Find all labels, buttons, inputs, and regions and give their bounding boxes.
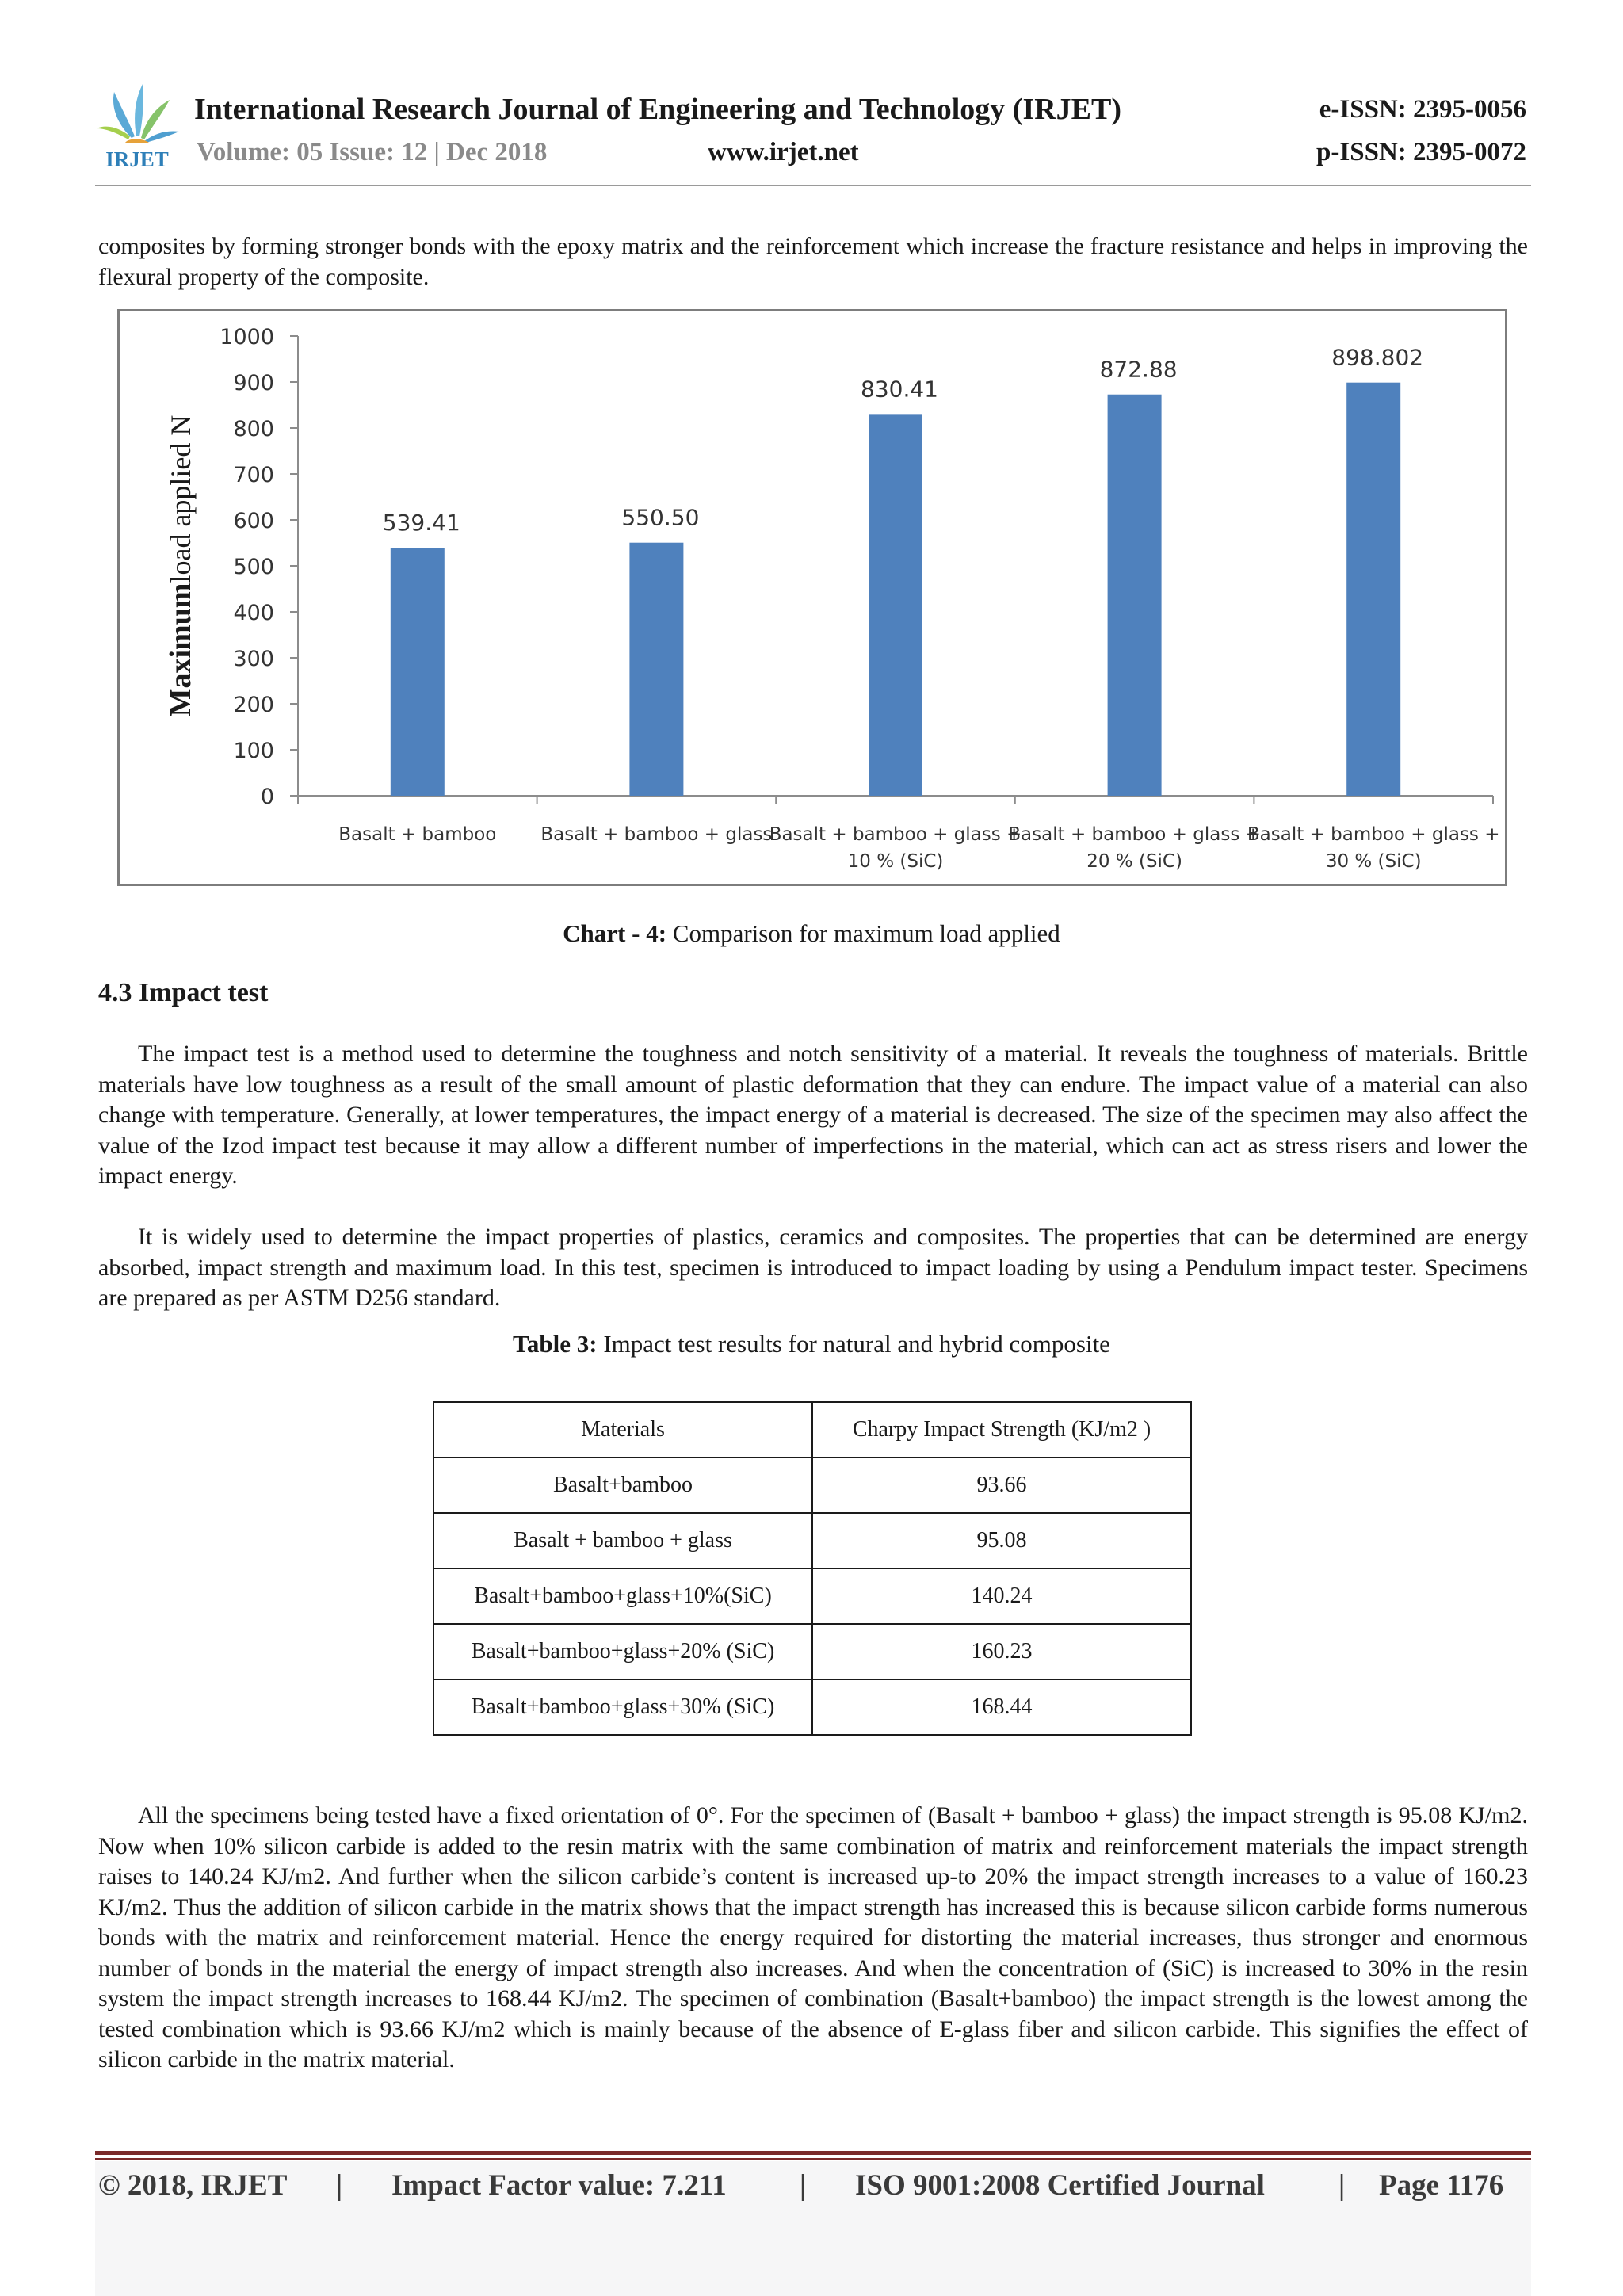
chart-caption-label: Chart - 4:	[563, 919, 667, 947]
table-row	[433, 1679, 1191, 1735]
y-axis-label-rest: load applied N	[165, 415, 197, 583]
x-category-label: 30 % (SiC)	[1325, 851, 1422, 872]
bar-value-label: 872.88	[1099, 356, 1178, 383]
table-cell-strength: 140.24	[812, 1568, 1191, 1624]
table-caption	[0, 1330, 1623, 1358]
table-cell-strength: 168.44	[812, 1679, 1191, 1735]
bar	[869, 414, 922, 796]
impact-paragraph-1: The impact test is a method used to determine the toughness and notch sensitivity of a material. It reveals the toughness of materials. Brittle materials have low toughness as a result of the small amount of plastic deformation that they can endure. The impact value of a material can also change with temperature. Generally, at lower temperatures, the impact energy of a material is decreased. The size of the specimen may also affect the value of the Izod impact test because it may allow a different number of imperfections in the material, which can act as stress risers and lower the impact energy.	[98, 1041, 1528, 1189]
table-cell-material: Basalt + bamboo + glass	[433, 1513, 812, 1568]
impact-paragraph-2: It is widely used to determine the impact properties of plastics, ceramics and composites. The properties that can be determined are energy absorbed, impact strength and maximum load. In this test, specimen is introduced to impact loading by using a Pendulum impact tester. Specimens are prepared as per ASTM D256 standard.	[98, 1224, 1528, 1311]
footer-impact-factor: Impact Factor value: 7.211	[391, 2169, 727, 2202]
logo-wordmark: IRJET	[105, 147, 169, 171]
chart-caption	[0, 919, 1623, 948]
footer-separator: |	[800, 2169, 807, 2202]
bar	[1108, 395, 1162, 796]
x-category-label: Basalt + bamboo + glass +	[1247, 824, 1500, 845]
eissn: e-ISSN: 2395-0056	[1319, 95, 1526, 124]
volume-issue: Volume: 05 Issue: 12 | Dec 2018	[197, 138, 548, 166]
footer-band	[95, 2161, 1531, 2296]
x-category-label: Basalt + bamboo + glass +	[1008, 824, 1261, 845]
intro-paragraph: composites by forming stronger bonds with the epoxy matrix and the reinforcement which increase the fracture resistance and helps in improving the flexural property of the composite.	[98, 233, 1528, 290]
footer-separator: |	[336, 2169, 343, 2202]
table-caption-label: Table 3:	[513, 1330, 598, 1358]
table-cell-strength: 93.66	[812, 1457, 1191, 1513]
x-category-label: 20 % (SiC)	[1086, 851, 1182, 872]
x-category-label: 10 % (SiC)	[847, 851, 944, 872]
footer-iso: ISO 9001:2008 Certified Journal	[855, 2169, 1265, 2202]
impact-results-table	[433, 1401, 1192, 1736]
table-header-impact-strength: Charpy Impact Strength (KJ/m2 )	[812, 1402, 1191, 1457]
footer-rule	[95, 2151, 1531, 2155]
footer-page-number: Page 1176	[1379, 2169, 1504, 2202]
y-tick-label: 100	[233, 739, 274, 763]
max-load-chart	[0, 0, 1623, 904]
table-row	[433, 1624, 1191, 1679]
bar	[629, 543, 683, 796]
bar	[1346, 383, 1400, 796]
impact-paragraph-3: All the specimens being tested have a fixed orientation of 0°. For the specimen of (Basalt + bamboo + glass) the impact strength is 95.08 KJ/m2. Now when 10% silicon carbide is added to the resin matrix with the same combination of matrix and reinforcement materials the impact strength raises to 140.24 KJ/m2. And further when the silicon carbide’s content is increased up-to 20% the impact strength increases to a value of 160.23 KJ/m2. Thus the addition of silicon carbide in the matrix shows that the impact strength has increased this is because silicon carbide forms numerous bonds with the matrix and reinforcement material. Hence the energy required for distorting the material increases, thus stronger and enormous number of bonds in the material the energy of impact strength also increases. And when the concentration of (SiC) is increased to 30% in the resin system the impact strength increases to 168.44 KJ/m2. The specimen of combination (Basalt+bamboo) the impact strength is the lowest among the tested combination which is 93.66 KJ/m2 which is mainly because of the absence of E-glass fiber and silicon carbide. This signifies the effect of silicon carbide in the matrix material.	[98, 1802, 1528, 2073]
bar-value-label: 898.802	[1331, 344, 1424, 371]
y-tick-label: 700	[233, 463, 274, 487]
x-category-label: Basalt + bamboo + glass	[540, 824, 773, 845]
y-tick-label: 300	[233, 647, 274, 671]
footer-rule-thin	[95, 2158, 1531, 2160]
table-cell-strength: 95.08	[812, 1513, 1191, 1568]
y-tick-label: 500	[233, 555, 274, 579]
table-cell-material: Basalt+bamboo+glass+20% (SiC)	[433, 1624, 812, 1679]
table-cell-material: Basalt+bamboo	[433, 1457, 812, 1513]
bar-value-label: 830.41	[861, 376, 938, 403]
y-axis-label-bold: Maximum	[164, 583, 197, 717]
footer-separator: |	[1338, 2169, 1346, 2202]
bar-value-label: 550.50	[621, 504, 700, 531]
table-cell-material: Basalt+bamboo+glass+10%(SiC)	[433, 1568, 812, 1624]
chart-caption-text: Comparison for maximum load applied	[666, 919, 1060, 947]
pissn: p-ISSN: 2395-0072	[1316, 138, 1526, 166]
table-cell-material: Basalt+bamboo+glass+30% (SiC)	[433, 1679, 812, 1735]
y-tick-label: 200	[233, 693, 274, 717]
x-category-label: Basalt + bamboo	[338, 824, 497, 845]
table-header-row	[433, 1402, 1191, 1457]
table-row	[433, 1513, 1191, 1568]
journal-website[interactable]: www.irjet.net	[708, 138, 859, 166]
table-row	[433, 1568, 1191, 1624]
y-tick-label: 800	[233, 417, 274, 441]
y-tick-label: 400	[233, 601, 274, 625]
y-axis-label	[164, 415, 197, 717]
table-header-materials: Materials	[433, 1402, 812, 1457]
bar	[391, 548, 445, 796]
x-category-label: Basalt + bamboo + glass +	[769, 824, 1022, 845]
y-tick-label: 1000	[220, 325, 274, 350]
table-row	[433, 1457, 1191, 1513]
y-tick-label: 600	[233, 509, 274, 533]
footer-copyright: © 2018, IRJET	[98, 2169, 288, 2202]
table-caption-text: Impact test results for natural and hybrid composite	[597, 1330, 1110, 1358]
y-tick-label: 900	[233, 371, 274, 395]
y-tick-label: 0	[260, 785, 274, 809]
section-heading-impact-test: 4.3 Impact test	[98, 978, 269, 1007]
table-cell-strength: 160.23	[812, 1624, 1191, 1679]
bar-value-label: 539.41	[382, 510, 460, 537]
journal-title: International Research Journal of Engineering and Technology (IRJET)	[194, 93, 1122, 126]
